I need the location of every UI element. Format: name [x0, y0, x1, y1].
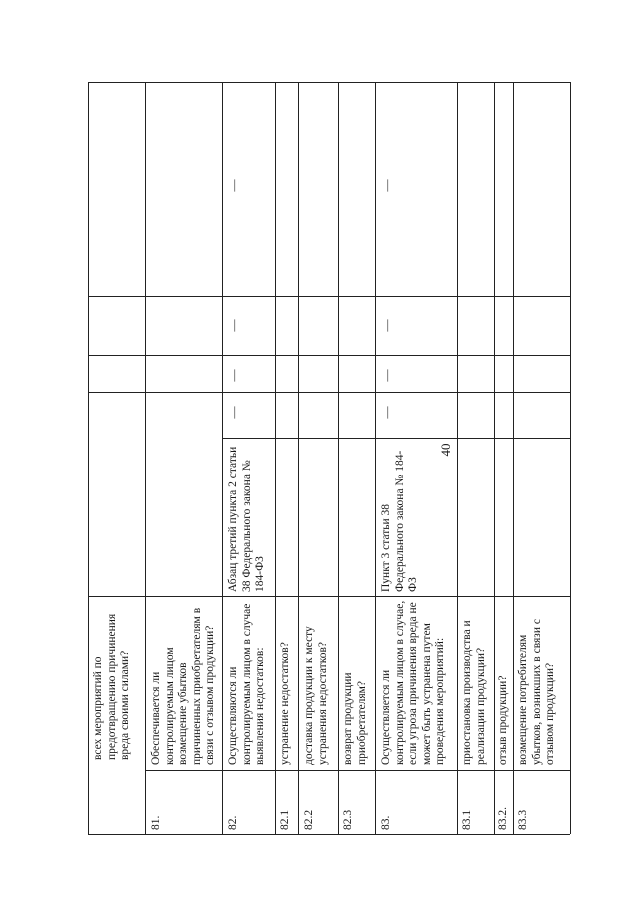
question-text: устранение недостатков?	[279, 642, 291, 765]
row-number: 82.	[227, 815, 239, 830]
row-number: 83.3	[517, 809, 529, 830]
dash-mark: —	[379, 406, 394, 419]
row-number: 83.	[380, 815, 392, 830]
question-text: возмещение потребителям убытков, возникших в связи с отзывом продукции?	[517, 619, 556, 765]
legal-basis: Абзац третий пункта 2 статьи 38 Федерального закона № 184-ФЗ	[227, 446, 266, 592]
question-text: возврат продукции приобретателям?	[342, 672, 368, 765]
question-text: Осуществляются ли контролируемым лицом в случае выявления недостатков:	[227, 603, 266, 765]
dash-mark: —	[226, 179, 241, 192]
question-text: Осуществляется ли контролируемым лицом в случае, если угроза причинения вреда не может быть устранена путем проведения мероприятий:	[380, 600, 446, 765]
legal-basis: Пункт 3 статьи 38 Федерального закона № 184-ФЗ	[380, 450, 419, 592]
question-text: всех мероприятий по предотвращению причинения вреда своими силами?	[92, 613, 131, 760]
dash-mark: —	[379, 319, 394, 332]
question-text: доставка продукции к месту устранения недостатков?	[303, 626, 329, 765]
row-number: 81.	[150, 815, 162, 830]
row-number: 83.2.	[497, 807, 509, 830]
question-text: приостановка производства и реализации продукции?	[461, 620, 487, 765]
dash-mark: —	[226, 369, 241, 382]
dash-mark: —	[379, 369, 394, 382]
dash-mark: —	[226, 319, 241, 332]
question-text: Обеспечивается ли контролируемым лицом возмещение убытков причиненных приобретателям в связи с отзывом продукции?	[150, 607, 216, 765]
page-number: 40	[438, 443, 453, 457]
dash-mark: —	[226, 406, 241, 419]
dash-mark: —	[379, 179, 394, 192]
row-number: 82.2	[303, 809, 315, 830]
row-number: 83.1	[461, 809, 473, 830]
row-number: 82.3	[342, 809, 354, 830]
question-text: отзыв продукции?	[497, 675, 509, 765]
row-number: 82.1	[279, 809, 291, 830]
